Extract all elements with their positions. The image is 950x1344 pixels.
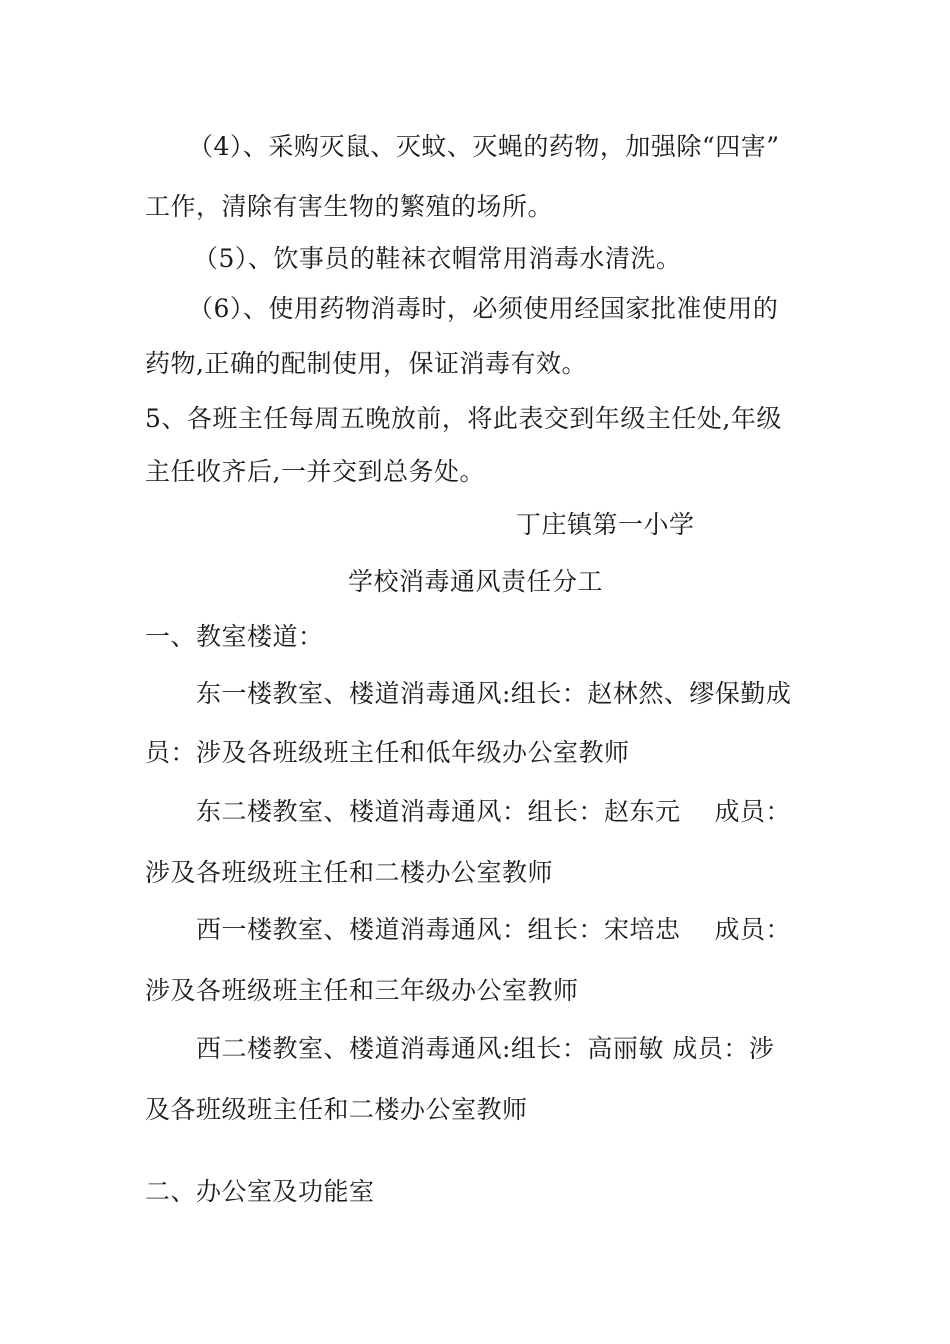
heading-offices: 二、办公室及功能室 xyxy=(145,1177,375,1206)
point-5-line-1: 5、各班主任每周五晚放前，将此表交到年级主任处,年级 xyxy=(145,404,782,433)
heading-classrooms: 一、教室楼道： xyxy=(145,622,324,651)
east2-line-1: 东二楼教室、楼道消毒通风：组长：赵东元 成员： xyxy=(196,797,791,826)
point-5-line-2: 主任收齐后,一并交到总务处。 xyxy=(145,457,485,486)
west1-line-1: 西一楼教室、楼道消毒通风：组长：宋培忠 成员： xyxy=(196,915,791,944)
east1-line-2: 员：涉及各班级班主任和低年级办公室教师 xyxy=(145,738,630,767)
east1-line-1: 东一楼教室、楼道消毒通风:组长：赵林然、缪保勤成 xyxy=(196,679,792,708)
item-5-line-1: （5）、饮事员的鞋袜衣帽常用消毒水清洗。 xyxy=(193,244,682,273)
item-6-line-2: 药物,正确的配制使用，保证消毒有效。 xyxy=(145,349,587,378)
item-6-line-1: （6）、使用药物消毒时，必须使用经国家批准使用的 xyxy=(188,294,779,323)
item-4-line-1: （4）、采购灭鼠、灭蚊、灭蝇的药物，加强除“四害” xyxy=(188,132,780,161)
east2-line-2: 涉及各班级班主任和二楼办公室教师 xyxy=(145,858,554,887)
school-name: 丁庄镇第一小学 xyxy=(516,510,695,539)
west1-line-2: 涉及各班级班主任和三年级办公室教师 xyxy=(145,976,579,1005)
item-4-line-2: 工作，清除有害生物的繁殖的场所。 xyxy=(145,192,554,221)
west2-line-1: 西二楼教室、楼道消毒通风:组长：高丽敏 成员：涉 xyxy=(196,1034,775,1063)
west2-line-2: 及各班级班主任和二楼办公室教师 xyxy=(145,1095,528,1124)
section-title: 学校消毒通风责任分工 xyxy=(348,567,604,596)
